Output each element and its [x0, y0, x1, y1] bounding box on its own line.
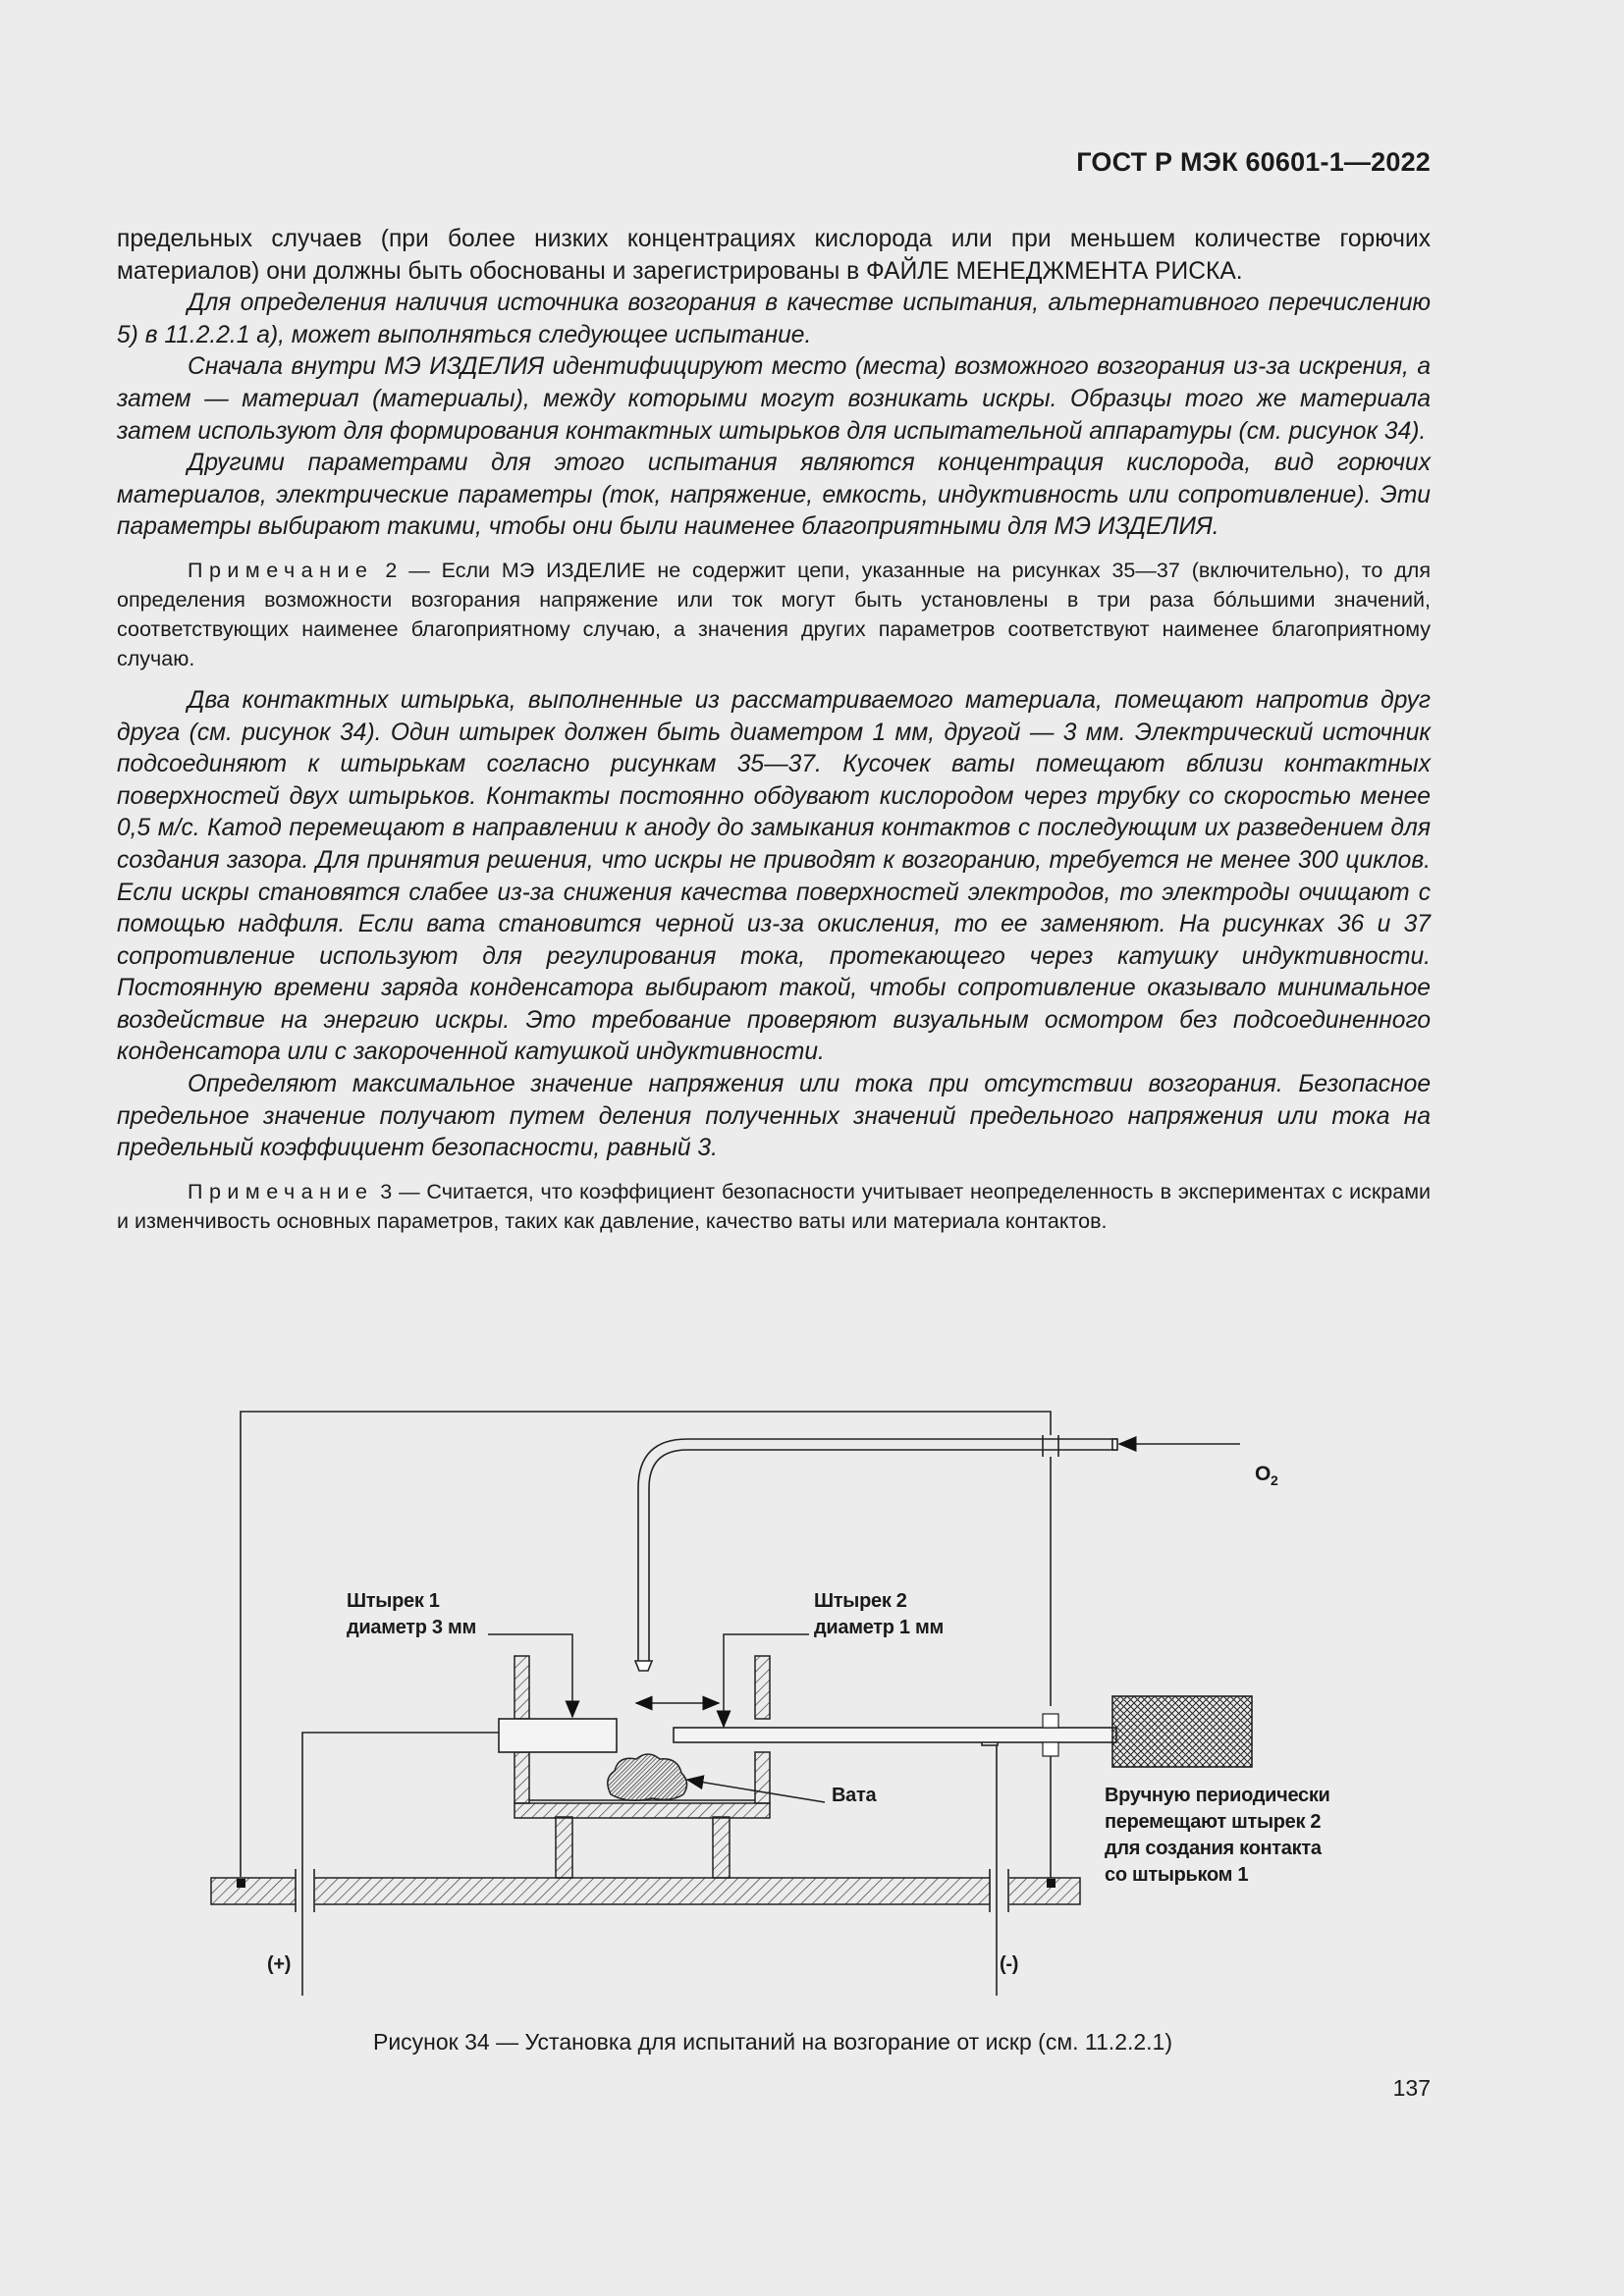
paragraph-4: Другими параметрами для этого испытания являются концентрация кислорода, вид горючих материалов, электрические параметры (ток, напряжение, емкость, индуктивность или сопротивление). Эти параметры выбирают такими, чтобы они были наименее благоприятными для МЭ ИЗДЕЛИЯ. — [117, 450, 1431, 541]
note-3-label: Примечание — [188, 1179, 374, 1203]
plus-terminal-label: (+) — [267, 1953, 292, 1975]
pin-1-label-line-2: диаметр 3 мм — [347, 1617, 477, 1638]
manual-label-line-1: Вручную периодически — [1105, 1785, 1330, 1806]
note-2 — [117, 556, 1431, 673]
cotton-label: Вата — [832, 1785, 877, 1806]
cotton-sample — [608, 1754, 687, 1800]
pin-1 — [499, 1719, 617, 1752]
main-text — [117, 224, 1431, 1248]
note-3 — [117, 1177, 1431, 1236]
manual-label-line-3: для создания контакта — [1105, 1838, 1322, 1859]
paragraph-1: предельных случаев (при более низких концентрациях кислорода или при меньшем количестве горючих материалов) они должны быть обоснованы и зарегистрированы в ФАЙЛЕ МЕНЕДЖМЕНТА РИСКА. — [117, 226, 1431, 285]
document-header: ГОСТ Р МЭК 60601-1—2022 — [1076, 147, 1431, 177]
manual-label-line-2: перемещают штырек 2 — [1105, 1811, 1322, 1833]
page-number: 137 — [1392, 2075, 1431, 2101]
o2-label-sub: 2 — [1271, 1472, 1278, 1489]
terminal-left — [237, 1879, 245, 1888]
figure-34 — [0, 1394, 1624, 2022]
note-3-text: 3 — Считается, что коэффициент безопасности учитывает неопределенность в экспериментах с искрами и изменчивость основных параметров, таких как давление, качество ваты или материала контактов. — [117, 1179, 1431, 1233]
pin-2-label-line-2: диаметр 1 мм — [814, 1617, 945, 1638]
paragraph-6: Определяют максимальное значение напряжения или тока при отсутствии возгорания. Безопасное предельное значение получают путем деления полученных значений предельного напряжения или тока на предельный коэффициент безопасности, равный 3. — [117, 1071, 1431, 1162]
minus-terminal-label: (-) — [1000, 1953, 1019, 1975]
paragraph-3: Сначала внутри МЭ ИЗДЕЛИЯ идентифицируют место (места) возможного возгорания из-за искрения, а затем — материал (материалы), между которыми могут возникать искры. Образцы того же материала затем используют для формирования контактных штырьков для испытательной аппаратуры (см. рисунок 34). — [117, 353, 1431, 445]
manual-label-line-4: со штырьком 1 — [1105, 1864, 1249, 1886]
paragraph-5: Два контактных штырька, выполненные из рассматриваемого материала, помещают напротив друг друга (см. рисунок 34). Один штырек должен быть диаметром 1 мм, другой — 3 мм. Электрический источник подсоединяют к штырькам согласно рисункам 35—37. Кусочек ваты помещают вблизи контактных поверхностей двух штырьков. Контакты постоянно обдувают кислородом через трубку со скоростью менее 0,5 м/с. Катод перемещают в направлении к аноду до замыкания контактов с последующим их разведением для создания зазора. Для принятия решения, что искры не приводят к возгоранию, требуется не менее 300 циклов. Если искры становятся слабее из-за снижения качества поверхностей электродов, то электроды очищают с помощью надфиля. Если вата становится черной из-за окисления, то ее заменяют. На рисунках 36 и 37 сопротивление используют для регулирования тока, протекающего через катушку индуктивности. Постоянную времени заряда конденсатора выбирают такой, чтобы сопротивление оказывало минимальное воздействие на энергию искры. Это требование проверяют визуальным осмотром без подсоединенного конденсатора или с закороченной катушкой индуктивности. — [117, 686, 1431, 1066]
terminal-right — [1047, 1879, 1056, 1888]
paragraph-2: Для определения наличия источника возгорания в качестве испытания, альтернативного перечислению 5) в 11.2.2.1 a), может выполняться следующее испытание. — [117, 290, 1431, 348]
figure-34-diagram — [0, 1394, 1624, 2022]
note-2-text: 2 — Если МЭ ИЗДЕЛИЕ не содержит цепи, указанные на рисунках 35—37 (включительно), то для определения возможности возгорания напряжение или ток могут быть установлены в три раза бóльшими значений, соответствующих наименее благоприятному случаю, а значения других параметров соответствуют наименее благоприятному случаю. — [117, 558, 1431, 670]
note-2-label: Примечание — [188, 558, 374, 582]
figure-caption: Рисунок 34 — Установка для испытаний на возгорание от искр (см. 11.2.2.1) — [372, 2029, 1173, 2055]
pin-1-label — [347, 1588, 476, 1641]
manual-movement-label — [1105, 1783, 1330, 1889]
base-plate — [211, 1878, 1080, 1904]
o2-label — [1255, 1461, 1278, 1494]
pin-2-label — [814, 1588, 944, 1641]
o2-label-text: O — [1255, 1463, 1272, 1485]
pin-2-label-line-1: Штырек 2 — [814, 1590, 907, 1612]
pin-1-label-line-1: Штырек 1 — [347, 1590, 440, 1612]
